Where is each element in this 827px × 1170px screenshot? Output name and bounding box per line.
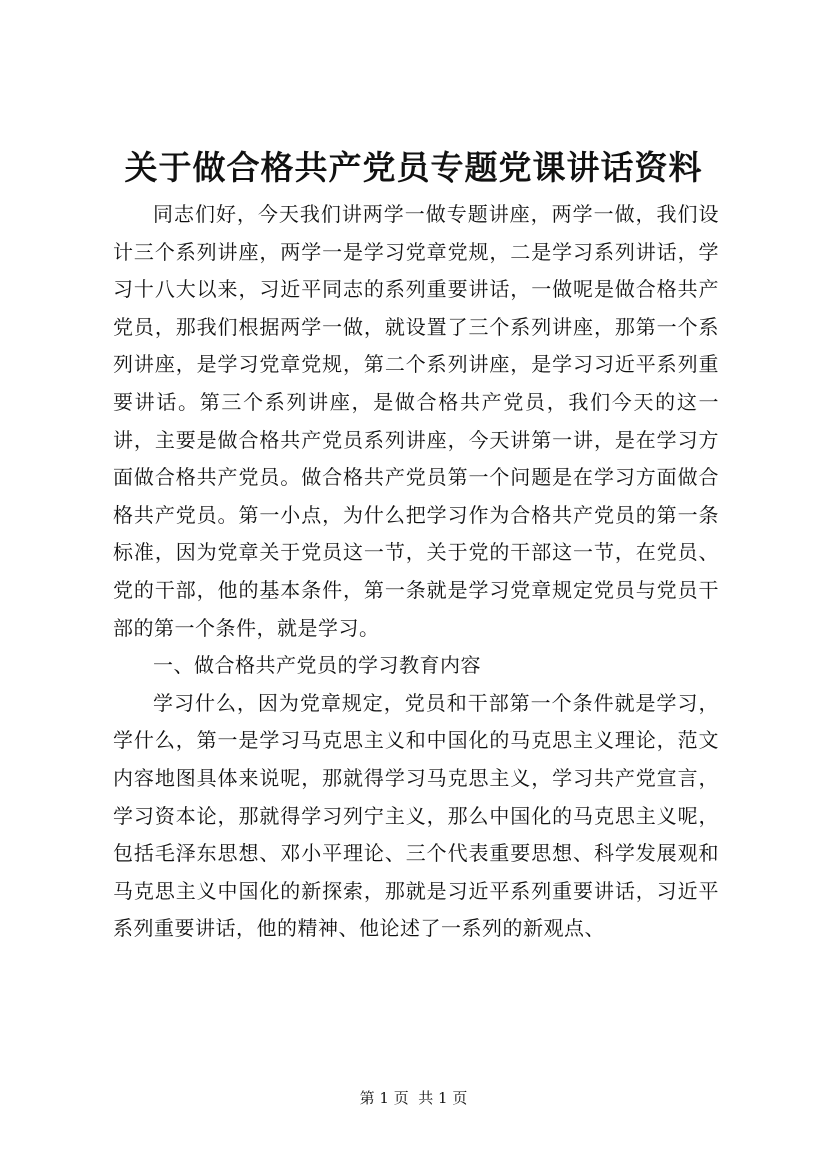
section-heading: 一、做合格共产党员的学习教育内容	[153, 653, 481, 678]
page-footer	[0, 1088, 827, 1108]
paragraph-intro: 同志们好，今天我们讲两学一做专题讲座，两学一做，我们设计三个系列讲座，两学一是学习党章党规，二是学习系列讲话，学习十八大以来，习近平同志的系列重要讲话，一做呢是做合格共产党员，那我们根据两学一做，就设置了三个系列讲座，那第一个系列讲座，是学习党章党规，第二个系列讲座，是学习习近平系列重要讲话。第三个系列讲座，是做合格共产党员，我们今天的这一讲，主要是做合格共产党员系列讲座，今天讲第一讲，是在学习方面做合格共产党员。做合格共产党员第一个问题是在学习方面做合格共产党员。第一小点，为什么把学习作为合格共产党员的第一条标准，因为党章关于党员这一节，关于党的干部这一节，在党员、党的干部，他的基本条件，第一条就是学习党章规定党员与党员干部的第一个条件，就是学习。	[113, 202, 719, 640]
document-body	[113, 196, 719, 948]
page-number: 第 1 页 共 1 页	[359, 1089, 468, 1107]
paragraph-learning-content: 学习什么，因为党章规定，党员和干部第一个条件就是学习，学什么，第一是学习马克思主义和中国化的马克思主义理论，范文内容地图具体来说呢，那就得学习马克思主义，学习共产党宣言，学习资本论，那就得学习列宁主义，那么中国化的马克思主义呢，包括毛泽东思想、邓小平理论、三个代表重要思想、科学发展观和马克思主义中国化的新探索，那就是习近平系列重要讲话，习近平系列重要讲话，他的精神、他论述了一系列的新观点、	[113, 690, 719, 941]
document-title: 关于做合格共产党员专题党课讲话资料	[124, 148, 703, 187]
